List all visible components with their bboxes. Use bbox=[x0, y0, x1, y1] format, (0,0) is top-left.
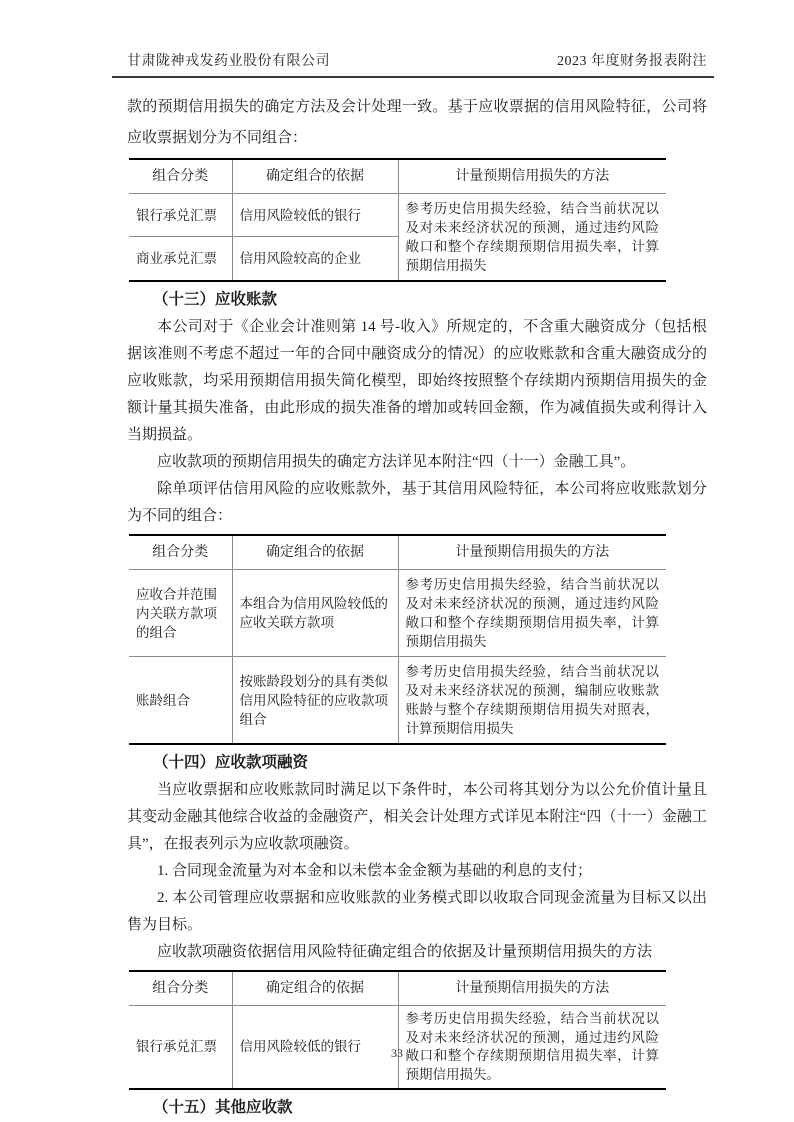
table-header-row bbox=[129, 159, 666, 194]
column-header-basis: 确定组合的依据 bbox=[232, 971, 398, 1006]
column-header-category: 组合分类 bbox=[129, 971, 232, 1006]
notes-receivable-table bbox=[129, 158, 666, 282]
cell-basis: 信用风险较低的银行 bbox=[232, 1006, 398, 1090]
cell-method: 参考历史信用损失经验，结合当前状况以及对未来经济状况的预测，通过违约风险敞口和整个存续期预期信用损失率，计算预期信用损失。 bbox=[398, 1006, 666, 1090]
cell-basis: 信用风险较低的银行 bbox=[232, 194, 398, 237]
page-number: 33 bbox=[391, 1046, 403, 1060]
column-header-category: 组合分类 bbox=[129, 535, 232, 570]
receivables-financing-table bbox=[129, 970, 666, 1090]
section-14-condition-2: 2. 本公司管理应收票据和应收账款的业务模式即以收取合同现金流量为目标又以出售为目标。 bbox=[127, 890, 707, 933]
company-name: 甘肃陇神戎发药业股份有限公司 bbox=[127, 54, 330, 69]
table-header-row bbox=[129, 535, 666, 570]
section-14-paragraph-2: 应收款项融资依据信用风险特征确定组合的依据及计量预期信用损失的方法 bbox=[157, 944, 653, 960]
column-header-basis: 确定组合的依据 bbox=[232, 535, 398, 570]
cell-category: 账龄组合 bbox=[129, 657, 232, 745]
cell-category: 应收合并范围内关联方款项的组合 bbox=[129, 570, 232, 657]
intro-paragraph: 款的预期信用损失的确定方法及会计处理一致。基于应收票据的信用风险特征，公司将应收票据划分为不同组合： bbox=[127, 99, 707, 146]
section-13-paragraph-1: 本公司对于《企业会计准则第 14 号-收入》所规定的，不含重大融资成分（包括根据该准则不考虑不超过一年的合同中融资成分的情况）的应收账款和含重大融资成分的应收账款，均采用预期信用损失简化模型，即始终按照整个存续期内预期信用损失的金额计量其损失准备，由此形成的损失准备的增加或转回金额，作为减值损失或利得计入当期损益。 bbox=[127, 319, 707, 443]
table-row bbox=[129, 657, 666, 745]
column-header-method: 计量预期信用损失的方法 bbox=[398, 535, 666, 570]
section-13-paragraph-3: 除单项评估信用风险的应收账款外，基于其信用风险特征，本公司将应收账款划分为不同的组合： bbox=[127, 481, 707, 524]
cell-basis: 本组合为信用风险较低的应收关联方款项 bbox=[232, 570, 398, 657]
section-14-heading: （十四）应收款项融资 bbox=[153, 754, 309, 771]
cell-category: 银行承兑汇票 bbox=[129, 194, 232, 237]
page-header bbox=[127, 50, 707, 70]
section-13-heading: （十三）应收账款 bbox=[153, 291, 278, 308]
section-14-paragraph-1: 当应收票据和应收账款同时满足以下条件时，本公司将其划分为以公允价值计量且其变动金融其他综合收益的金融资产，相关会计处理方式详见本附注“四（十一）金融工具”，在报表列示为应收款项融资。 bbox=[127, 782, 707, 852]
cell-basis: 按账龄段划分的具有类似信用风险特征的应收款项组合 bbox=[232, 657, 398, 745]
column-header-basis: 确定组合的依据 bbox=[232, 159, 398, 194]
cell-method-merged: 参考历史信用损失经验，结合当前状况以及对未来经济状况的预测，通过违约风险敞口和整个存续期预期信用损失率，计算预期信用损失 bbox=[398, 194, 666, 282]
cell-method: 参考历史信用损失经验，结合当前状况以及对未来经济状况的预测，通过违约风险敞口和整个存续期预期信用损失率，计算预期信用损失 bbox=[398, 570, 666, 657]
column-header-category: 组合分类 bbox=[129, 159, 232, 194]
cell-method: 参考历史信用损失经验，结合当前状况以及对未来经济状况的预测，编制应收账款账龄与整个存续期预期信用损失对照表，计算预期信用损失 bbox=[398, 657, 666, 745]
table-header-row bbox=[129, 971, 666, 1006]
column-header-method: 计量预期信用损失的方法 bbox=[398, 159, 666, 194]
accounts-receivable-table bbox=[129, 534, 666, 745]
column-header-method: 计量预期信用损失的方法 bbox=[398, 971, 666, 1006]
table-row bbox=[129, 194, 666, 237]
header-divider bbox=[112, 76, 714, 78]
document-title: 2023 年度财务报表附注 bbox=[557, 54, 707, 69]
section-13-paragraph-2: 应收款项的预期信用损失的确定方法详见本附注“四（十一）金融工具”。 bbox=[157, 454, 636, 470]
cell-category: 银行承兑汇票 bbox=[129, 1006, 232, 1090]
cell-basis: 信用风险较高的企业 bbox=[232, 237, 398, 281]
section-14-condition-1: 1. 合同现金流量为对本金和以未偿本金金额为基础的利息的支付； bbox=[157, 863, 593, 879]
table-row bbox=[129, 570, 666, 657]
cell-category: 商业承兑汇票 bbox=[129, 237, 232, 281]
section-15-heading: （十五）其他应收款 bbox=[153, 1099, 293, 1116]
page-body bbox=[127, 92, 707, 1122]
